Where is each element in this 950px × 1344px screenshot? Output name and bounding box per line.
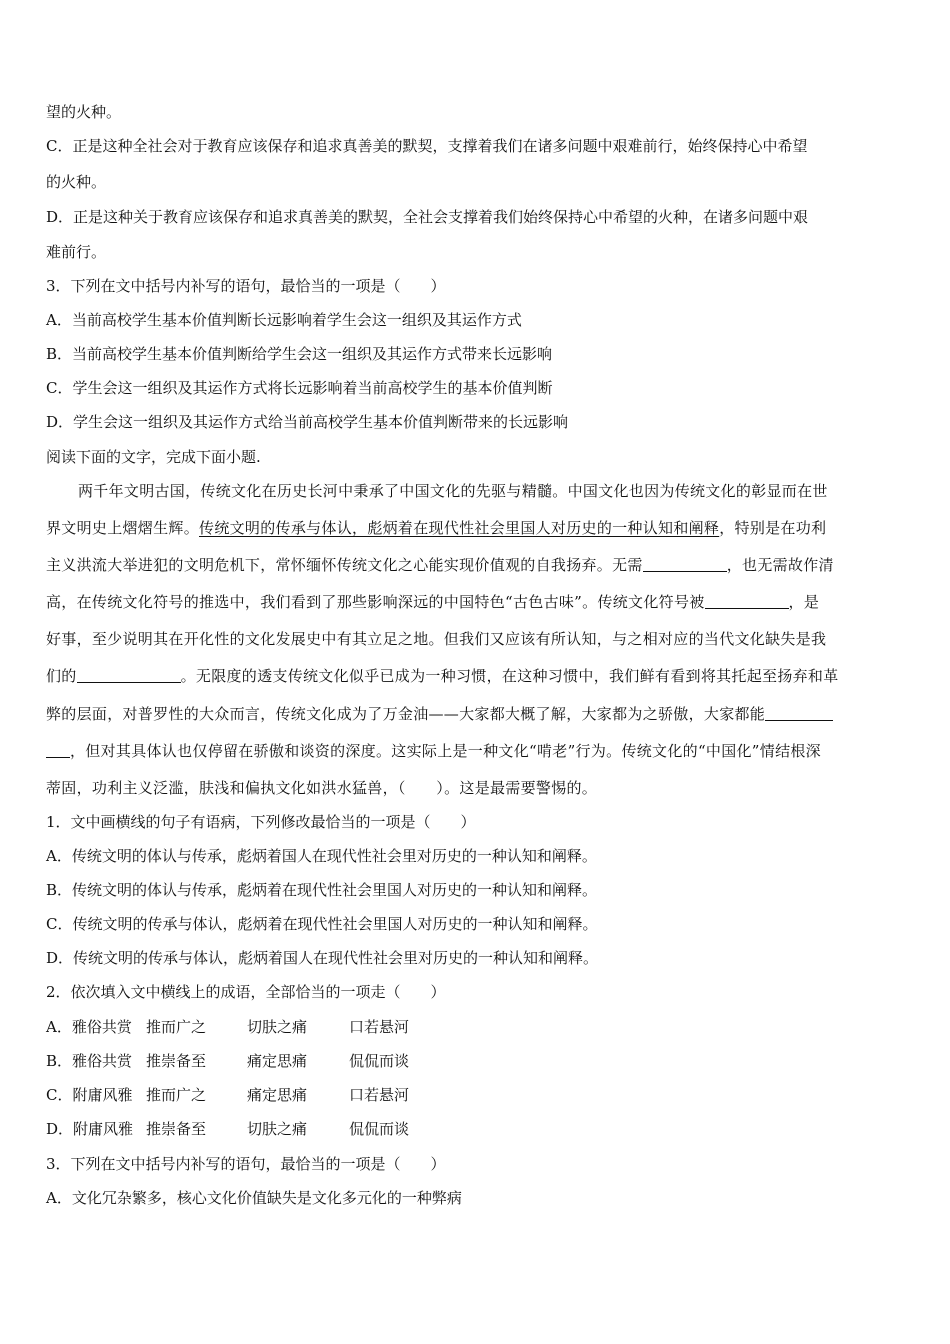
question-1-option-b: B．传统文明的体认与传承，彪炳着在现代性社会里国人对历史的一种认知和阐释。 xyxy=(46,881,598,899)
passage-text: 。无限度的透支传统文化似乎已成为一种习惯，在这种习惯中，我们鲜有看到将其托起至扬弃和革 xyxy=(180,667,839,685)
option-d-line-1: D．正是这种关于教育应该保存和追求真善美的默契，全社会支撑着我们始终保持心中希望的火种，在诸多问题中艰 xyxy=(46,208,809,226)
passage-line-8 xyxy=(46,739,910,763)
idiom: 切肤之痛 xyxy=(247,1018,308,1036)
passage-text: 界文明史上熠熠生辉。 xyxy=(46,519,200,537)
question-3-option-a: A．当前高校学生基本价值判断长远影响着学生会这一组织及其运作方式 xyxy=(46,311,522,329)
question-2-stem: 2．依次填入文中横线上的成语，全部恰当的一项走（ ） xyxy=(46,983,446,1001)
question-3-option-c: C．学生会这一组织及其运作方式将长远影响着当前高校学生的基本价值判断 xyxy=(46,379,553,397)
question-2-option-b xyxy=(46,1049,910,1073)
question-3b-option-a: A．文化冗杂繁多，核心文化价值缺失是文化多元化的一种弊病 xyxy=(46,1189,462,1207)
passage-line-1: 两千年文明古国，传统文化在历史长河中秉承了中国文化的先驱与精髓。中国文化也因为传统文化的彰显而在世 xyxy=(78,482,828,500)
passage-line-9: 蒂固，功利主义泛滥，肤浅和偏执文化如洪水猛兽，（ ）。这是最需要警惕的。 xyxy=(46,779,598,797)
idiom: 口若悬河 xyxy=(349,1086,410,1104)
question-2-option-d xyxy=(46,1117,910,1141)
passage-line-7 xyxy=(46,702,910,726)
idiom: 切肤之痛 xyxy=(247,1120,308,1138)
idiom: 推而广之 xyxy=(146,1086,207,1104)
passage-text: ，特别是在功利 xyxy=(719,519,827,537)
question-1-option-a: A．传统文明的体认与传承，彪炳着国人在现代性社会里对历史的一种认知和阐释。 xyxy=(46,847,597,865)
passage-line-5: 好事，至少说明其在开化性的文化发展史中有其立足之地。但我们又应该有所认知，与之相对应的当代文化缺失是我 xyxy=(46,630,827,648)
idiom: C．附庸风雅 xyxy=(46,1086,133,1104)
passage-line-3 xyxy=(46,553,910,577)
fill-blank-1 xyxy=(643,555,727,572)
idiom: 推崇备至 xyxy=(146,1052,207,1070)
passage-text: ，是 xyxy=(788,593,820,611)
idiom: A．雅俗共赏 xyxy=(46,1018,132,1036)
fill-blank-2 xyxy=(705,592,789,609)
idiom: 侃侃而谈 xyxy=(349,1052,410,1070)
idiom: B．雅俗共赏 xyxy=(46,1052,133,1070)
question-3-option-b: B．当前高校学生基本价值判断给学生会这一组织及其运作方式带来长远影响 xyxy=(46,345,553,363)
question-3b-stem: 3．下列在文中括号内补写的语句，最恰当的一项是（ ） xyxy=(46,1155,446,1173)
fill-blank-4-continued xyxy=(46,741,70,758)
option-b-continuation: 望的火种。 xyxy=(46,103,122,121)
fill-blank-3 xyxy=(77,666,181,683)
option-c-line-2: 的火种。 xyxy=(46,173,107,191)
idiom: 痛定思痛 xyxy=(247,1086,308,1104)
question-1-option-d: D．传统文明的传承与体认，彪炳着国人在现代性社会里对历史的一种认知和阐释。 xyxy=(46,949,599,967)
passage-text: 弊的层面，对普罗性的大众而言，传统文化成为了万金油——大家都大概了解，大家都为之骄傲，大家都能 xyxy=(46,705,766,723)
idiom: 推而广之 xyxy=(146,1018,207,1036)
idiom: 侃侃而谈 xyxy=(349,1120,410,1138)
option-c-line-1: C．正是这种全社会对于教育应该保存和追求真善美的默契，支撑着我们在诸多问题中艰难前行，始终保持心中希望 xyxy=(46,137,808,155)
option-d-line-2: 难前行。 xyxy=(46,243,107,261)
passage-line-4 xyxy=(46,590,910,614)
idiom: 痛定思痛 xyxy=(247,1052,308,1070)
idiom: 口若悬河 xyxy=(349,1018,410,1036)
question-2-option-a xyxy=(46,1015,910,1039)
passage-line-2 xyxy=(46,516,910,540)
passage-text: 高，在传统文化符号的推选中，我们看到了那些影响深远的中国特色“古色古味”。传统文化符号被 xyxy=(46,593,705,611)
passage-text: 们的 xyxy=(46,667,77,685)
question-1-option-c: C．传统文明的传承与体认，彪炳着在现代性社会里国人对历史的一种认知和阐释。 xyxy=(46,915,598,933)
question-2-option-c xyxy=(46,1083,910,1107)
underlined-sentence: 传统文明的传承与体认，彪炳着在现代性社会里国人对历史的一种认知和阐释 xyxy=(199,519,720,537)
passage-line-6 xyxy=(46,664,910,688)
idiom: D．附庸风雅 xyxy=(46,1120,134,1138)
reading-instruction: 阅读下面的文字，完成下面小题. xyxy=(46,448,261,466)
question-3-option-d: D．学生会这一组织及其运作方式给当前高校学生基本价值判断带来的长远影响 xyxy=(46,413,569,431)
idiom: 推崇备至 xyxy=(146,1120,207,1138)
question-3-stem: 3．下列在文中括号内补写的语句，最恰当的一项是（ ） xyxy=(46,277,446,295)
fill-blank-4 xyxy=(765,704,833,721)
question-1-stem: 1．文中画横线的句子有语病，下列修改最恰当的一项是（ ） xyxy=(46,813,476,831)
passage-text: 主义洪流大举进犯的文明危机下，常怀缅怀传统文化之心能实现价值观的自我扬弃。无需 xyxy=(46,556,643,574)
passage-text: ，也无需故作清 xyxy=(726,556,834,574)
passage-text: ，但对其具体认也仅停留在骄傲和谈资的深度。这实际上是一种文化“啃老”行为。传统文化的“中国化”情结根深 xyxy=(70,742,821,760)
